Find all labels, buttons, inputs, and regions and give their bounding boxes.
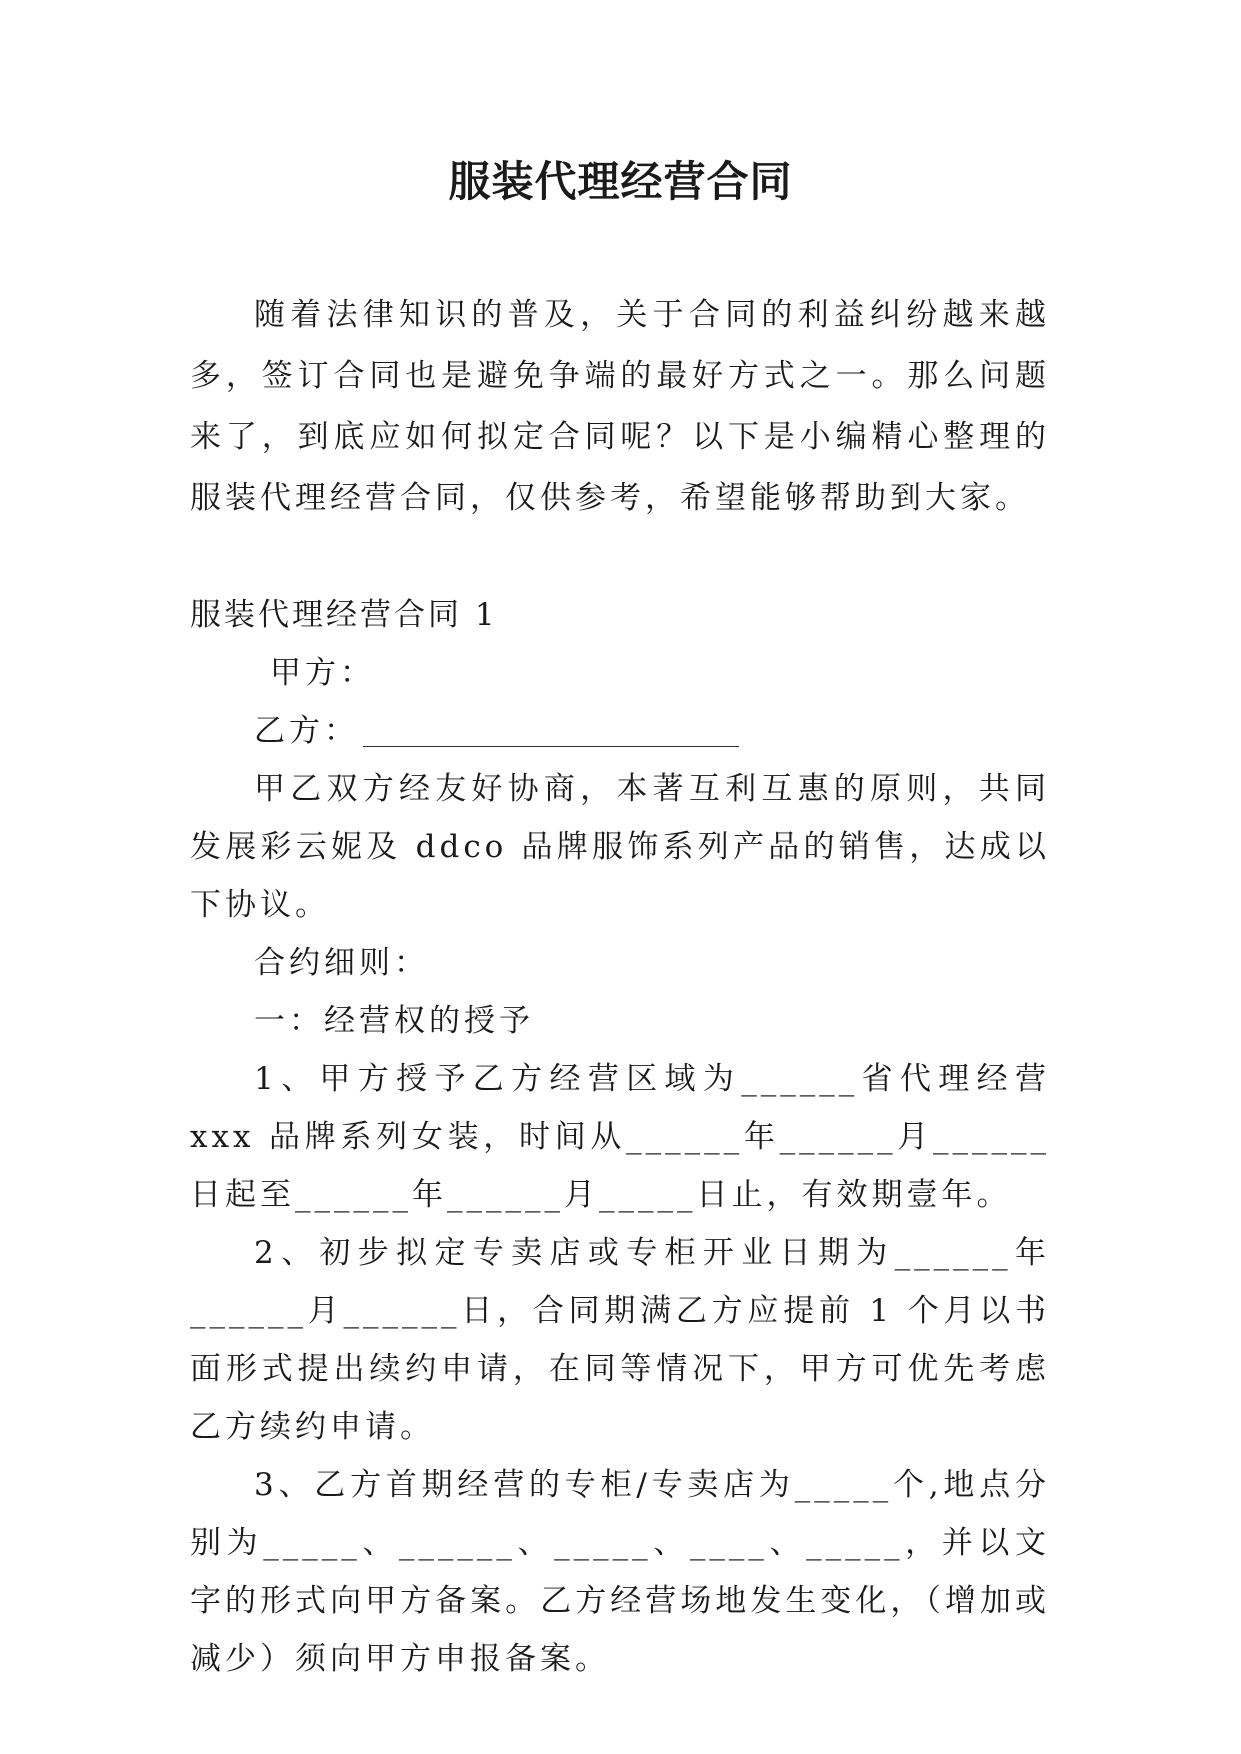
section1-heading: 一：经营权的授予 [254,1003,534,1039]
intro-paragraph: 随着法律知识的普及，关于合同的利益纠纷越来越多，签订合同也是避免争端的最好方式之一。那么问题来了，到底应如何拟定合同呢？以下是小编精心整理的服装代理经营合同，仅供参考，希望能够帮助到大家。 [190,297,1050,516]
party-a-label: 甲方： [270,655,375,691]
party-b-line [190,702,1050,760]
party-b-blank [363,716,739,747]
party-b-label: 乙方： [254,713,359,749]
party-a-line [190,644,1050,702]
preamble-paragraph: 甲乙双方经友好协商，本著互利互惠的原则，共同发展彩云妮及 ddco 品牌服饰系列产品的销售，达成以下协议。 [190,771,1050,923]
clause-1: 1、甲方授予乙方经营区域为______省代理经营 xxx 品牌系列女装，时间从______年______月______日起至______年______月_____日止，有效期壹年。 [190,1061,1050,1213]
clause-2: 2、初步拟定专卖店或专柜开业日期为______年______月______日，合同期满乙方应提前 1 个月以书面形式提出续约申请，在同等情况下，甲方可优先考虑乙方续约申请。 [190,1235,1050,1445]
document-body [190,285,1050,1688]
rules-heading: 合约细则： [254,945,429,981]
document-title: 服装代理经营合同 [448,157,793,206]
contract-heading: 服装代理经营合同 1 [190,597,498,633]
clause-3: 3、乙方首期经营的专柜/专卖店为_____个,地点分别为_____、______、_____、____、_____，并以文字的形式向甲方备案。乙方经营场地发生变化，（增加或减少）须向甲方申报备案。 [190,1467,1050,1677]
